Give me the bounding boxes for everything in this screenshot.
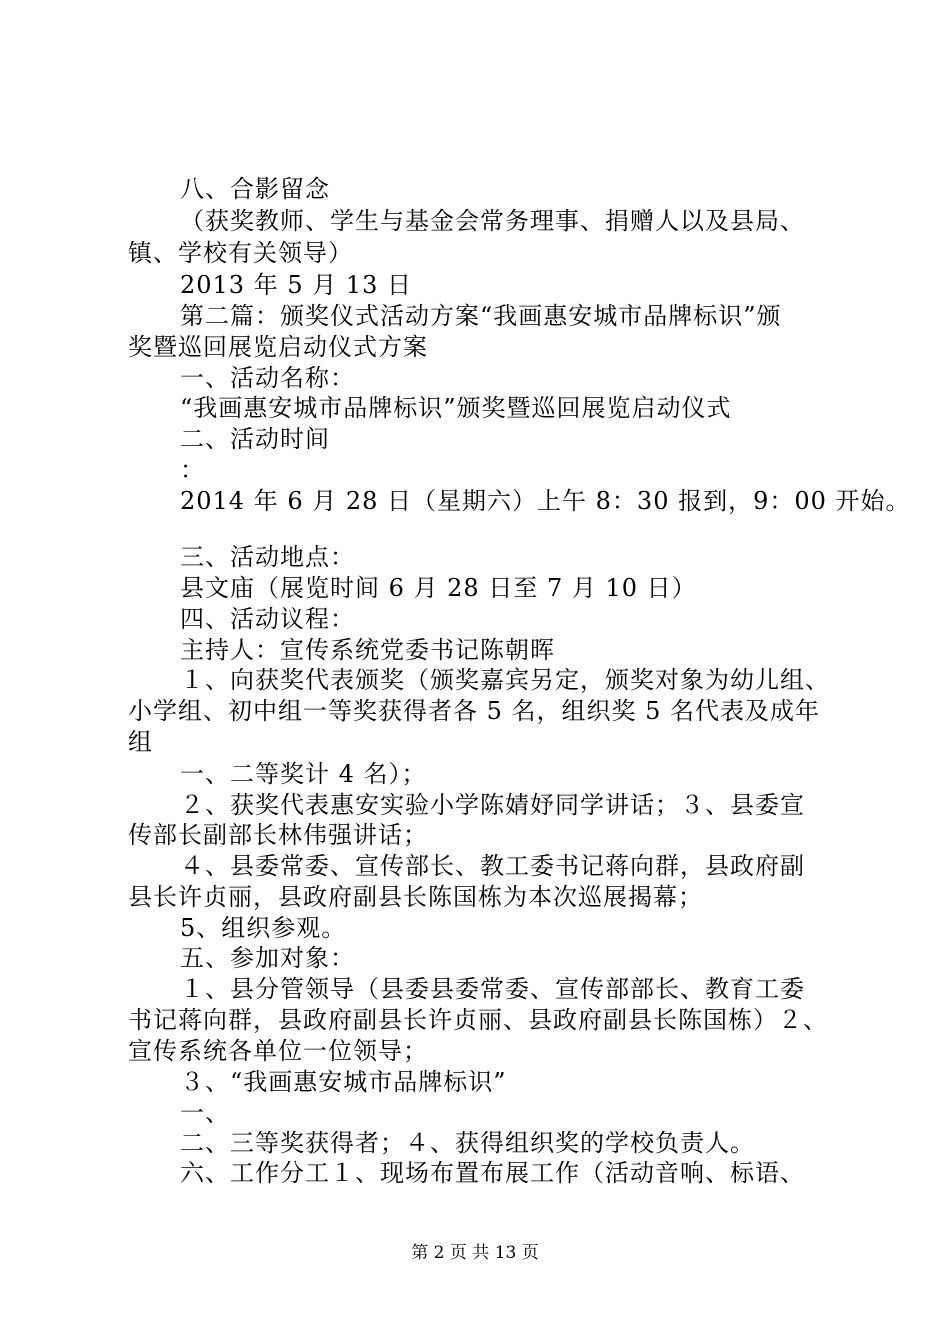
page-footer: 第 2 页 共 13 页 [411, 1243, 539, 1263]
body-line: 镇、学校有关领导） [128, 239, 353, 267]
body-line: 五、参加对象： [180, 944, 355, 972]
body-line: ３、“我画惠安城市品牌标识” [180, 1068, 507, 1096]
body-line: ： [180, 456, 205, 484]
body-line: ４、县委常委、宣传部长、教工委书记蒋向群，县政府副 [180, 852, 805, 880]
body-line: 宣传系统各单位一位领导； [128, 1037, 428, 1065]
body-line: 2013 年 5 月 13 日 [180, 271, 413, 299]
body-line: 三、活动地点： [180, 543, 355, 571]
body-line: 一、活动名称： [180, 364, 355, 392]
body-line: 主持人：宣传系统党委书记陈朝晖 [180, 636, 555, 664]
body-line: 县文庙（展览时间 6 月 28 日至 7 月 10 日） [180, 574, 697, 602]
body-line: （获奖教师、学生与基金会常务理事、捐赠人以及县局、 [180, 207, 805, 235]
body-line: 奖暨巡回展览启动仪式方案 [128, 333, 428, 361]
body-line: 八、合影留念 [180, 175, 330, 203]
body-line: 传部长副部长林伟强讲话； [128, 821, 428, 849]
body-line: 组 [128, 728, 153, 756]
body-line: 一、二等奖计 4 名）； [180, 760, 427, 788]
body-line: 二、三等奖获得者；４、获得组织奖的学校负责人。 [180, 1129, 755, 1157]
body-line: ２、获奖代表惠安实验小学陈婧妤同学讲话；３、县委宣 [180, 791, 805, 819]
body-line: “我画惠安城市品牌标识”颁奖暨巡回展览启动仪式 [180, 394, 732, 422]
body-line: 书记蒋向群，县政府副县长许贞丽、县政府副县长陈国栋）２、 [128, 1006, 828, 1034]
body-line: 5、组织参观。 [180, 914, 347, 942]
body-line: 小学组、初中组一等奖获得者各 5 名，组织奖 5 名代表及成年 [128, 697, 821, 725]
body-line: 四、活动议程： [180, 605, 355, 633]
body-line: 六、工作分工１、现场布置布展工作（活动音响、标语、 [180, 1159, 805, 1187]
body-line: １、县分管领导（县委县委常委、宣传部部长、教育工委 [180, 975, 805, 1003]
body-line: 二、活动时间 [180, 425, 330, 453]
body-line: 一、 [180, 1099, 230, 1127]
body-line: 2014 年 6 月 28 日（星期六）上午 8：30 报到，9：00 开始。 [180, 487, 911, 515]
body-line: 县长许贞丽，县政府副县长陈国栋为本次巡展揭幕； [128, 883, 703, 911]
body-line: 第二篇：颁奖仪式活动方案“我画惠安城市品牌标识”颁 [180, 302, 782, 330]
body-line: １、向获奖代表颁奖（颁奖嘉宾另定，颁奖对象为幼儿组、 [180, 666, 830, 694]
